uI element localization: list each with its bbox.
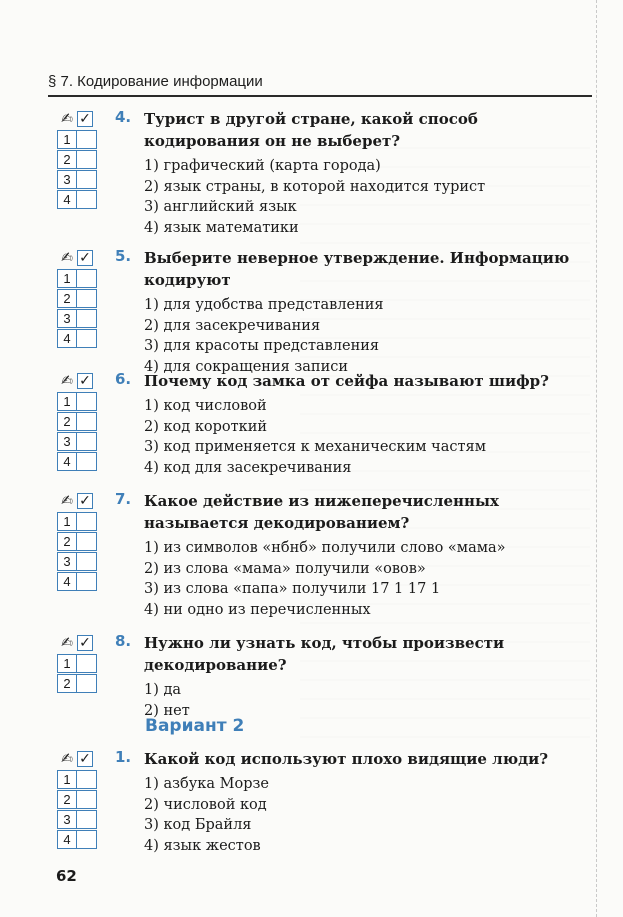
answer-option-3[interactable]: 3 [57, 309, 99, 328]
checkmark-icon[interactable]: ✓ [77, 493, 93, 509]
question-6 [57, 370, 597, 478]
running-head: § 7. Кодирование информации [48, 73, 263, 90]
answer-option-2[interactable]: 2 [57, 289, 99, 308]
option: 2) числовой код [144, 796, 267, 813]
pen-icon: ✍ [61, 250, 73, 266]
option: 2) код короткий [144, 418, 268, 435]
option: 4) код для засекречивания [144, 459, 352, 476]
answer-option-1[interactable]: 1 [57, 654, 99, 673]
option: 2) язык страны, в которой находится турист [144, 178, 486, 195]
question-text: Какое действие из нижеперечисленных называется декодированием? [144, 492, 499, 532]
answer-option-3[interactable]: 3 [57, 810, 99, 829]
answer-block [57, 372, 99, 472]
question-8 [57, 632, 597, 721]
answer-block [57, 110, 99, 210]
question-5 [57, 247, 597, 377]
answer-checkbox[interactable] [77, 552, 97, 571]
options-list [144, 680, 597, 721]
answer-option-4[interactable]: 4 [57, 329, 99, 348]
emphasis-word: неверное [236, 249, 319, 267]
answer-checkbox[interactable] [77, 130, 97, 149]
option: 1) да [144, 682, 182, 698]
answer-option-4[interactable]: 4 [57, 452, 99, 471]
checkmark-icon[interactable]: ✓ [77, 250, 93, 266]
answer-option-4[interactable]: 4 [57, 830, 99, 849]
answer-checkbox[interactable] [77, 170, 97, 189]
option: 3) код применяется к механическим частям [144, 439, 486, 455]
answer-checkbox[interactable] [77, 269, 97, 288]
answer-block [57, 750, 99, 850]
variant-heading: Вариант 2 [145, 716, 245, 736]
answer-option-1[interactable]: 1 [57, 130, 99, 149]
option: 2) нет [144, 702, 190, 719]
question-text: Нужно ли узнать код, чтобы произвести декодирование? [144, 634, 505, 674]
answer-checkbox[interactable] [77, 150, 97, 169]
answer-option-3[interactable]: 3 [57, 432, 99, 451]
answer-option-1[interactable]: 1 [57, 269, 99, 288]
question-text: Турист в другой стране, какой способ кодирования он не выберет? [144, 110, 478, 150]
option: 3) из слова «папа» получили 17 1 17 1 [144, 581, 441, 597]
option: 1) код числовой [144, 398, 267, 414]
answer-checkbox[interactable] [77, 452, 97, 471]
option: 1) графический (карта города) [144, 158, 381, 174]
answer-checkbox[interactable] [77, 810, 97, 829]
page-number: 62 [56, 867, 77, 885]
option: 3) английский язык [144, 199, 297, 215]
option: 3) код Брайля [144, 817, 252, 833]
question-number: 5. [115, 247, 132, 265]
question-text: Выберите неверное утверждение. Информацию кодируют [144, 249, 570, 289]
answer-checkbox[interactable] [77, 770, 97, 789]
options-list [144, 538, 597, 620]
answer-block [57, 249, 99, 349]
checkmark-icon[interactable]: ✓ [77, 373, 93, 389]
checkmark-icon[interactable]: ✓ [77, 111, 93, 127]
question-v2-1 [57, 748, 597, 856]
answer-block [57, 492, 99, 592]
answer-option-3[interactable]: 3 [57, 552, 99, 571]
answer-option-2[interactable]: 2 [57, 150, 99, 169]
answer-checkbox[interactable] [77, 532, 97, 551]
options-list [144, 156, 597, 238]
question-7 [57, 490, 597, 620]
answer-option-4[interactable]: 4 [57, 190, 99, 209]
question-number: 7. [115, 490, 132, 508]
question-text: Какой код используют плохо видящие люди? [144, 750, 549, 768]
question-4 [57, 108, 597, 238]
answer-checkbox[interactable] [77, 329, 97, 348]
pen-icon: ✍ [61, 751, 73, 767]
answer-option-3[interactable]: 3 [57, 170, 99, 189]
option: 4) для сокращения записи [144, 358, 349, 375]
option: 4) ни одно из перечисленных [144, 601, 371, 618]
answer-block [57, 634, 99, 694]
answer-option-1[interactable]: 1 [57, 770, 99, 789]
option: 1) азбука Морзе [144, 776, 269, 792]
answer-option-2[interactable]: 2 [57, 790, 99, 809]
answer-option-2[interactable]: 2 [57, 674, 99, 693]
pen-icon: ✍ [61, 493, 73, 509]
checkmark-icon[interactable]: ✓ [77, 635, 93, 651]
checkmark-icon[interactable]: ✓ [77, 751, 93, 767]
question-text: Почему код замка от сейфа называют шифр? [144, 372, 549, 390]
answer-checkbox[interactable] [77, 392, 97, 411]
question-number: 4. [115, 108, 132, 126]
options-list [144, 774, 597, 856]
question-number: 6. [115, 370, 132, 388]
answer-option-1[interactable]: 1 [57, 392, 99, 411]
answer-checkbox[interactable] [77, 190, 97, 209]
pen-icon: ✍ [61, 635, 73, 651]
answer-checkbox[interactable] [77, 654, 97, 673]
options-list [144, 295, 597, 377]
option: 3) для красоты представления [144, 338, 380, 354]
option: 2) для засекречивания [144, 317, 321, 334]
options-list [144, 396, 597, 478]
answer-checkbox[interactable] [77, 790, 97, 809]
answer-checkbox[interactable] [77, 674, 97, 693]
answer-checkbox[interactable] [77, 412, 97, 431]
answer-option-2[interactable]: 2 [57, 412, 99, 431]
pen-icon: ✍ [61, 111, 73, 127]
answer-checkbox[interactable] [77, 309, 97, 328]
answer-checkbox[interactable] [77, 432, 97, 451]
pen-icon: ✍ [61, 373, 73, 389]
header-rule [48, 95, 592, 97]
option: 1) из символов «нбнб» получили слово «мама» [144, 540, 506, 556]
answer-checkbox[interactable] [77, 289, 97, 308]
answer-option-1[interactable]: 1 [57, 512, 99, 531]
answer-checkbox[interactable] [77, 512, 97, 531]
option: 4) язык жестов [144, 837, 261, 854]
question-number: 8. [115, 632, 132, 650]
answer-option-2[interactable]: 2 [57, 532, 99, 551]
answer-option-4[interactable]: 4 [57, 572, 99, 591]
answer-checkbox[interactable] [77, 830, 97, 849]
option: 4) язык математики [144, 219, 299, 236]
option: 1) для удобства представления [144, 297, 384, 313]
question-number: 1. [115, 748, 132, 766]
answer-checkbox[interactable] [77, 572, 97, 591]
option: 2) из слова «мама» получили «овов» [144, 560, 426, 577]
